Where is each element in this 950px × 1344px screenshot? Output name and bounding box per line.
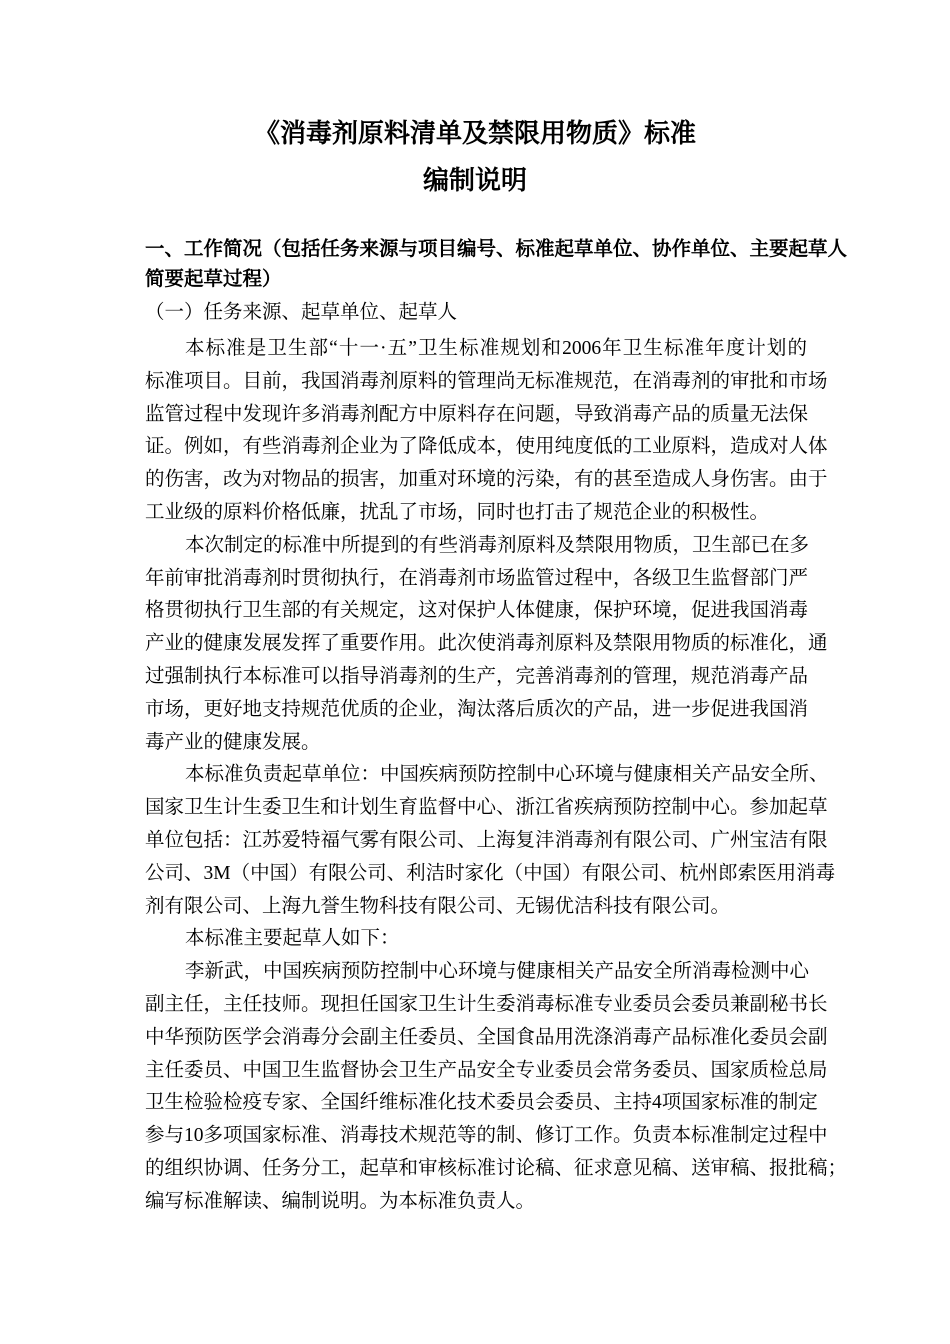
document-subtitle: 编制说明 (422, 166, 527, 196)
paragraph (145, 333, 828, 530)
paragraph-line: 本次制定的标准中所提到的有些消毒剂原料及禁限用物质，卫生部已在多 (185, 534, 810, 556)
paragraph-line: 监管过程中发现许多消毒剂配方中原料存在问题，导致消毒产品的质量无法保 (145, 403, 809, 425)
paragraph-line: 过强制执行本标准可以指导消毒剂的生产，完善消毒剂的管理，规范消毒产品 (145, 665, 809, 687)
paragraph-line: 工业级的原料价格低廉，扰乱了市场，同时也打击了规范企业的积极性。 (145, 501, 770, 523)
paragraph-line: 单位包括：江苏爱特福气雾有限公司、上海复沣消毒剂有限公司、广州宝洁有限 (145, 829, 828, 851)
paragraph-line: 剂有限公司、上海九誉生物科技有限公司、无锡优洁科技有限公司。 (145, 895, 731, 917)
paragraph-line: 公司、3M（中国）有限公司、利洁时家化（中国）有限公司、杭州郎索医用消毒 (145, 862, 836, 884)
paragraph-line: 本标准是卫生部“十一·五”卫生标准规划和2006年卫生标准年度计划的 (185, 338, 807, 359)
paragraph (145, 530, 828, 760)
paragraph-line: 卫生检验检疫专家、全国纤维标准化技术委员会委员、主持4项国家标准的制定 (145, 1092, 818, 1114)
paragraph-line: 产业的健康发展发挥了重要作用。此次使消毒剂原料及禁限用物质的标准化，通 (145, 633, 828, 655)
paragraph-line: 李新武，中国疾病预防控制中心环境与健康相关产品安全所消毒检测中心 (185, 961, 810, 983)
paragraph-line: 标准项目。目前，我国消毒剂原料的管理尚无标准规范，在消毒剂的审批和市场 (145, 370, 828, 392)
paragraph-line: 证。例如，有些消毒剂企业为了降低成本，使用纯度低的工业原料，造成对人体 (145, 436, 828, 458)
paragraph-line: 年前审批消毒剂时贯彻执行，在消毒剂市场监管过程中，各级卫生监督部门严 (145, 567, 809, 589)
paragraph (145, 923, 807, 956)
paragraph-line: 本标准负责起草单位：中国疾病预防控制中心环境与健康相关产品安全所、 (185, 764, 829, 786)
section-heading (145, 234, 848, 294)
paragraph-line: 编写标准解读、编制说明。为本标准负责人。 (145, 1190, 536, 1212)
paragraph-line: 的伤害，改为对物品的损害，加重对环境的污染，有的甚至造成人身伤害。由于 (145, 469, 828, 491)
paragraph-line: 市场，更好地支持规范优质的企业，淘汰落后质次的产品，进一步促进我国消 (145, 698, 809, 720)
paragraph (145, 759, 836, 923)
paragraph-line: 副主任，主任技师。现担任国家卫生计生委消毒标准专业委员会委员兼副秘书长 (145, 993, 828, 1015)
subsection-heading: （一）任务来源、起草单位、起草人 (145, 302, 458, 323)
document-title: 《消毒剂原料清单及禁限用物质》标准 (253, 119, 696, 149)
paragraph-line: 格贯彻执行卫生部的有关规定，这对保护人体健康，保护环境，促进我国消毒 (145, 600, 809, 622)
section-heading-line: 一、工作简况（包括任务来源与项目编号、标准起草单位、协作单位、主要起草人 (145, 237, 848, 260)
paragraph-line: 参与10多项国家标准、消毒技术规范等的制、修订工作。负责本标准制定过程中 (145, 1125, 828, 1147)
paragraph-line: 毒产业的健康发展。 (145, 731, 321, 753)
paragraph-line: 本标准主要起草人如下： (185, 928, 400, 950)
document-body (145, 333, 848, 1219)
paragraph-line: 中华预防医学会消毒分会副主任委员、全国食品用洗涤消毒产品标准化委员会副 (145, 1026, 828, 1048)
paragraph (145, 956, 848, 1218)
paragraph-line: 国家卫生计生委卫生和计划生育监督中心、浙江省疾病预防控制中心。参加起草 (145, 797, 828, 819)
paragraph-line: 的组织协调、任务分工，起草和审核标准讨论稿、征求意见稿、送审稿、报批稿； (145, 1157, 848, 1179)
paragraph-line: 主任委员、中国卫生监督协会卫生产品安全专业委员会常务委员、国家质检总局 (145, 1059, 828, 1081)
section-heading-line: 简要起草过程） (145, 267, 282, 290)
